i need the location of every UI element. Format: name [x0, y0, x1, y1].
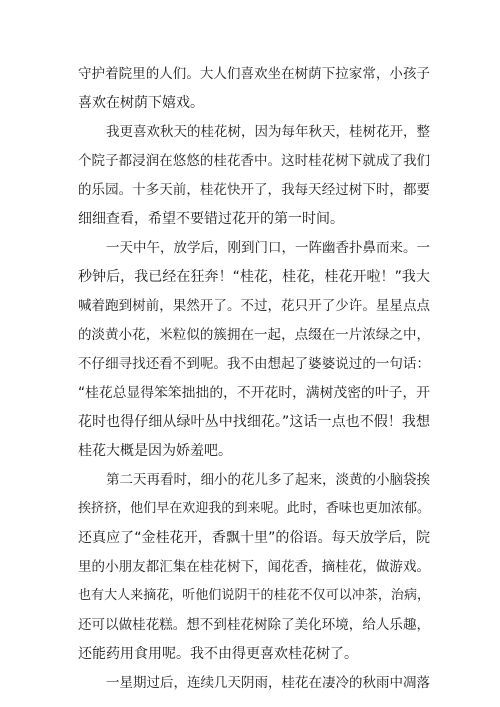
text-line: 喊着跑到树前，果然开了。不过，花只开了少许。星星点点 [78, 298, 430, 314]
text-line: 守护着院里的人们。大人们喜欢坐在树荫下拉家常，小孩子 [78, 66, 430, 82]
text-line: 的乐园。十多天前，桂花快开了，我每天经过树下时，都要 [78, 182, 430, 198]
text-line: 秒钟后，我已经在狂奔！“桂花，桂花，桂花开啦！”我大 [78, 269, 430, 285]
text-line: 个院子都浸润在悠悠的桂花香中。这时桂花树下就成了我们 [78, 153, 430, 169]
text-line: 桂花大概是因为娇羞吧。 [78, 443, 232, 459]
text-line: 细细查看，希望不要错过花开的第一时间。 [78, 211, 344, 227]
text-line: 喜欢在树荫下嬉戏。 [78, 95, 204, 111]
text-line: 我更喜欢秋天的桂花树，因为每年秋天，桂树花开，整 [106, 124, 430, 140]
text-line: 还真应了“金桂花开，香飘十里”的俗语。每天放学后，院 [78, 530, 430, 546]
text-line: 不仔细寻找还看不到呢。我不由想起了婆婆说过的一句话： [78, 356, 430, 372]
text-line: 第二天再看时，细小的花儿多了起来，淡黄的小脑袋挨 [106, 472, 430, 488]
text-line: 花时也得仔细从绿叶丛中找细花。”这话一点也不假！我想 [78, 414, 430, 430]
text-line: 挨挤挤，他们早在欢迎我的到来呢。此时，香味也更加浓郁。 [78, 501, 430, 516]
text-line: 里的小朋友都汇集在桂花树下，闻花香，摘桂花，做游戏。 [78, 559, 430, 575]
text-line: 一天中午，放学后，刚到门口，一阵幽香扑鼻而来。一 [106, 240, 430, 256]
text-line: 也有大人来摘花，听他们说阴干的桂花不仅可以冲茶，治病， [78, 588, 430, 603]
text-line: 一星期过后，连续几天阴雨，桂花在凄冷的秋雨中凋落 [106, 675, 430, 691]
text-line: 还可以做桂花糕。想不到桂花树除了美化环境，给人乐趣， [78, 617, 430, 633]
text-line: “桂花总显得笨笨拙拙的，不开花时，满树茂密的叶子，开 [78, 385, 430, 401]
text-line: 还能药用食用呢。我不由得更喜欢桂花树了。 [78, 646, 358, 662]
text-line: 的淡黄小花，米粒似的簇拥在一起，点缀在一片浓绿之中， [78, 327, 430, 343]
